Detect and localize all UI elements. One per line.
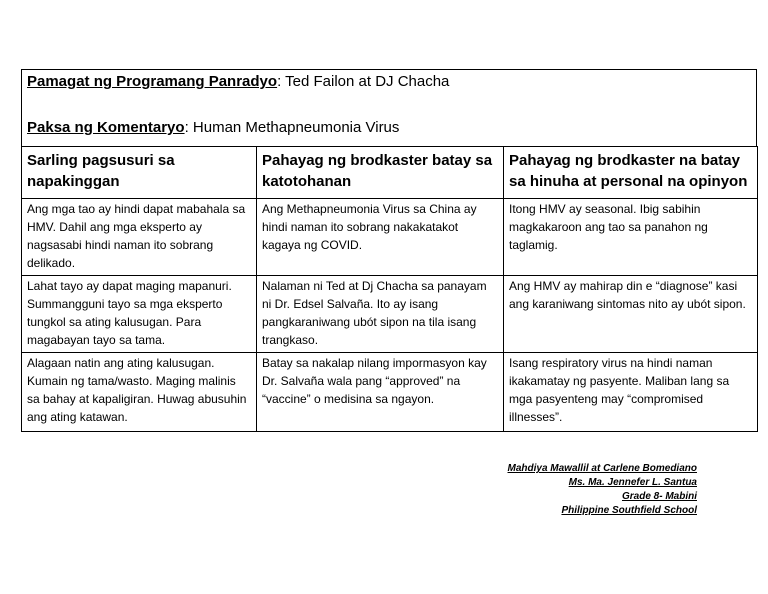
table-cell: Ang mga tao ay hindi dapat mabahala sa HMV. Dahil ang mga eksperto ay nagsasabi hindi naman ito sobrang delikado. [22, 199, 257, 276]
table-cell: Isang respiratory virus na hindi naman ikakamatay ng pasyente. Maliban lang sa mga pasyenteng may “compromised illnesses”. [504, 353, 758, 432]
table-cell: Itong HMV ay seasonal. Ibig sabihin magkakaroon ang tao sa panahon ng taglamig. [504, 199, 758, 276]
program-value: : Ted Failon at DJ Chacha [277, 73, 450, 90]
column-header: Pahayag ng brodkaster na batay sa hinuha at personal na opinyon [504, 147, 758, 199]
topic-label: Paksa ng Komentaryo [27, 119, 185, 136]
column-header: Pahayag ng brodkaster batay sa katotohanan [257, 147, 504, 199]
table-row [22, 353, 758, 432]
table-row [22, 276, 758, 353]
signature-authors: Mahdiya Mawallil at Carlene Bomediano [507, 463, 697, 474]
table-cell: Batay sa nakalap nilang impormasyon kay Dr. Salvaña wala pang “approved” na “vaccine” o medisina sa ngayon. [257, 353, 504, 432]
topic-line [27, 119, 399, 136]
table-cell: Nalaman ni Ted at Dj Chacha sa panayam ni Dr. Edsel Salvaña. Ito ay isang pangkaraniwang ubót sipon na tila isang trangkaso. [257, 276, 504, 353]
signature-block [508, 462, 698, 518]
table-cell: Alagaan natin ang ating kalusugan. Kumain ng tama/wasto. Maging malinis sa bahay at kapaligiran. Huwag abusuhin ang ating katawan. [22, 353, 257, 432]
table-cell: Ang Methapneumonia Virus sa China ay hindi naman ito sobrang nakakatakot kagaya ng COVID. [257, 199, 504, 276]
column-header: Sarling pagsusuri sa napakinggan [22, 147, 257, 199]
table-row [22, 199, 758, 276]
signature-teacher: Ms. Ma. Jennefer L. Santua [568, 477, 697, 488]
table-header-row [22, 147, 758, 199]
table-cell: Lahat tayo ay dapat maging mapanuri. Summangguni tayo sa mga eksperto tungkol sa ating kalusugan. Para magabayan tayo sa tama. [22, 276, 257, 353]
signature-grade: Grade 8- Mabini [621, 491, 697, 502]
program-line [27, 73, 449, 90]
program-label: Pamagat ng Programang Panradyo [27, 73, 278, 90]
topic-value: : Human Methapneumonia Virus [184, 119, 400, 136]
commentary-table [21, 146, 758, 432]
header-box [21, 69, 757, 146]
signature-school: Philippine Southfield School [561, 505, 697, 516]
table-cell: Ang HMV ay mahirap din e “diagnose” kasi ang karaniwang sintomas nito ay ubót sipon. [504, 276, 758, 353]
document [21, 69, 757, 432]
